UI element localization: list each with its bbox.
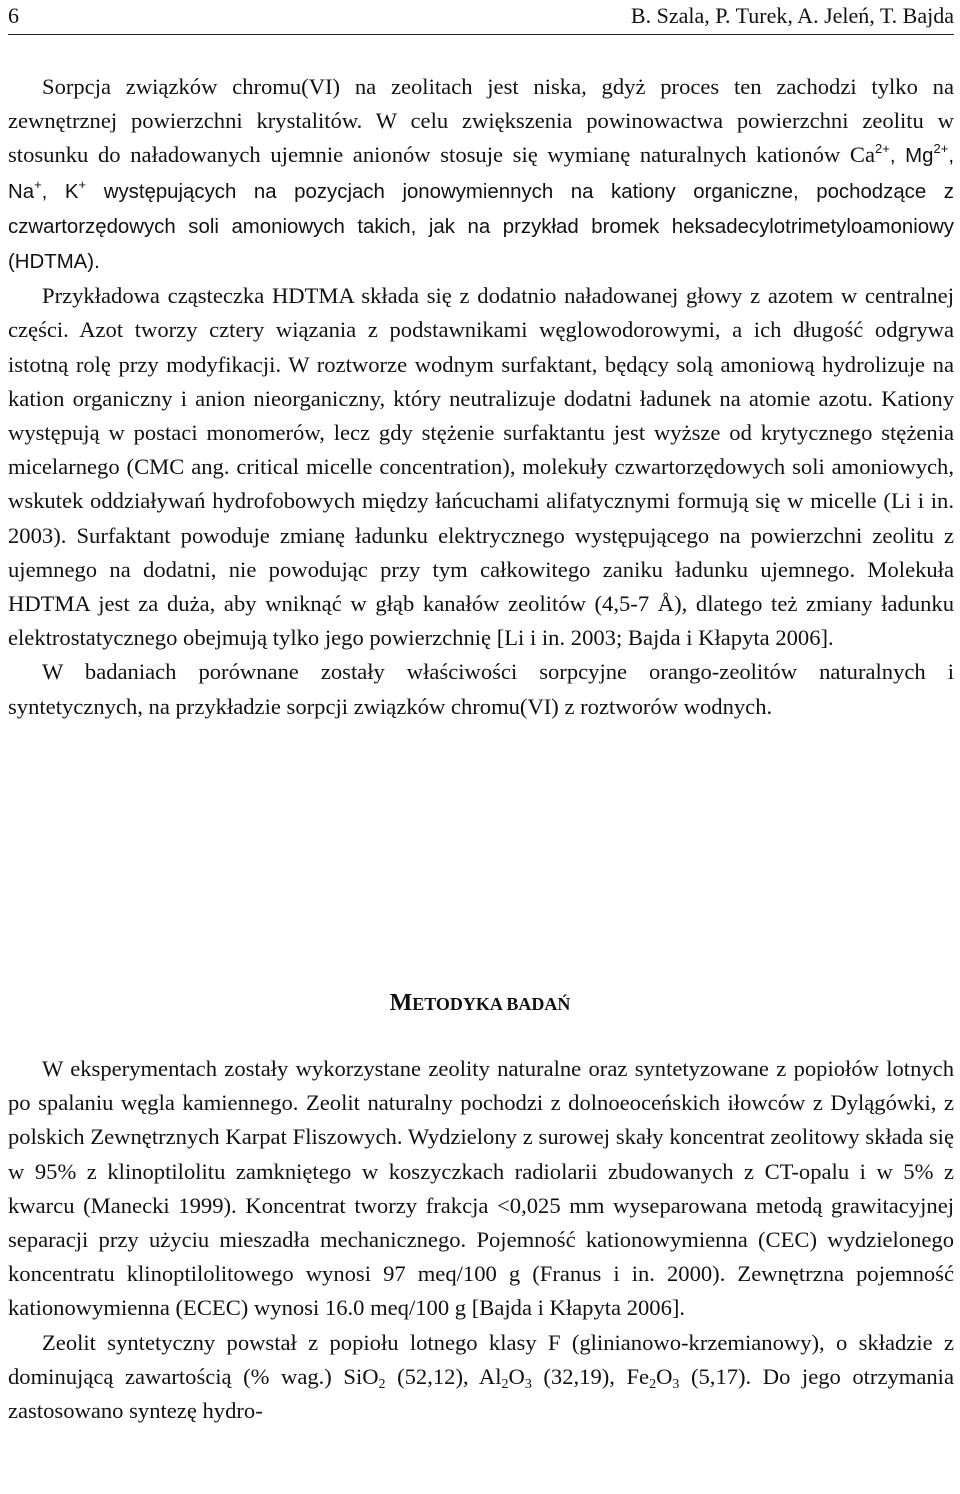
formula-subscript: 2 (378, 1376, 386, 1392)
formula-subscript: 3 (524, 1376, 532, 1392)
heading-initial: M (389, 990, 413, 1016)
section-heading (0, 986, 960, 1021)
text-run: Sorpcja związków chromu(VI) na zeolitach jest niska, gdyż proces ten zachodzi tylko na zewnętrznej powierzchni krystalitów. W celu zwiększenia powinowactwa powierzchni zeolitu w stosunku do naładowanych ujemnie anionów stosuje się wymianę naturalnych kationów Ca (8, 74, 954, 168)
intro-paragraph-3 (8, 655, 954, 723)
text-run: Przykładowa cząsteczka HDTMA składa się z dodatnio naładowanej głowy z azotem w centralnej części. Azot tworzy cztery wiązania z podstawnikami węglowodorowymi, a ich długość odgrywa istotną rolę przy modyfikacji. W roztworze wodnym surfaktant, będący solą amoniową hydrolizuje na kation organiczny i anion nieorganiczny, który neutralizuje dodatni ładunek na atomie azotu. Kationy występują w postaci monomerów, lecz gdy stężenie surfaktantu jest wyższe od krytycznego stężenia micelarnego (CMC ang. critical micelle concentration), molekuły czwartorzędowych soli amoniowych, wskutek oddziaływań hydrofobowych między łańcuchami alifatycznymi formują się w micelle (Li i in. 2003). Surfaktant powoduje zmianę ładunku elektrycznego występującego na powierzchni zeolitu z ujemnego na dodatni, nie powodując przy tym całkowitego zaniku ładunku ujemnego. Molekuła HDTMA jest za duża, aby wniknąć w głąb kanałów zeolitów (4,5-7 Å), dlatego też zmiany ładunku elektrostatycznego obejmują tylko jego powierzchnię [Li i in. 2003; Bajda i Kłapyta 2006]. (8, 283, 954, 651)
text-run: (52,12), Al (385, 1363, 502, 1389)
text-run: W eksperymentach zostały wykorzystane zeolity naturalne oraz syntetyzowane z popiołów lotnych po spalaniu węgla kamiennego. Zeolit naturalny pochodzi z dolnoeoceńskich iłowców z Dylągówki, z polskich Zewnętrznych Karpat Fliszowych. Wydzielony z surowej skały koncentrat zeolitowy składa się w 95% z klinoptilolitu zamkniętego w koszyczkach radiolarii zbudowanych z CT-opalu i w 5% z kwarcu (Manecki 1999). Koncentrat tworzy frakcja <0,025 mm wyseparowana metodą grawitacyjnej separacji przy użyciu mieszadła mechanicznego. Pojemność kationowymienna (CEC) wydzielonego koncentratu klinoptilolitowego wynosi 97 meq/100 g (Franus i in. 2000). Zewnętrzna pojemność kationowymienna (ECEC) wynosi 16.0 meq/100 g [Bajda i Kłapyta 2006]. (8, 1056, 954, 1321)
charge-superscript: 2+ (933, 141, 949, 157)
page-number: 6 (8, 3, 19, 28)
text-run: O (508, 1363, 525, 1389)
formula-subscript: 3 (672, 1376, 680, 1392)
charge-superscript: + (34, 176, 42, 192)
methods-paragraph-2 (8, 1326, 954, 1429)
text-run: W badaniach porównane zostały właściwości sorpcyjne orango-zeolitów naturalnych i syntetycznych, na przykładzie sorpcji związków chromu(VI) z roztworów wodnych. (8, 659, 954, 719)
formula-subscript: 2 (501, 1376, 509, 1392)
page-header (8, 0, 954, 35)
intro-paragraph-1 (8, 70, 954, 279)
methods-text-block (8, 1052, 954, 1428)
charge-superscript: + (78, 176, 87, 192)
text-run: (5,17). Do jego otrzymania zastosowano syntezę hydro- (8, 1363, 954, 1424)
intro-text-block (8, 70, 954, 724)
charge-superscript: 2+ (875, 141, 890, 157)
text-run: Zeolit syntetyczny powstał z popiołu lotnego klasy F (glinianowo-krzemianowy), o składzie z dominującą zawartością (% wag.) SiO (8, 1329, 954, 1389)
text-run: (32,19), Fe (531, 1363, 650, 1389)
text-run: O (656, 1363, 673, 1389)
heading-small-caps: ETODYKA BADAŃ (412, 994, 571, 1014)
intro-paragraph-2 (8, 279, 954, 655)
formula-subscript: 2 (649, 1376, 657, 1392)
running-head-authors: B. Szala, P. Turek, A. Jeleń, T. Bajda (630, 3, 954, 28)
text-run: $^{2+}$, $Mg^{2+}$, Na+, K+ występujących na pozycjach jonowymiennych na kationy organiczne, pochodzące z czwartorzędowych soli amoniowych takich, jak na przykład bromek heksadecylotrimetyloamoniowy (HDTMA). (8, 141, 954, 274)
methods-paragraph-1 (8, 1052, 954, 1326)
